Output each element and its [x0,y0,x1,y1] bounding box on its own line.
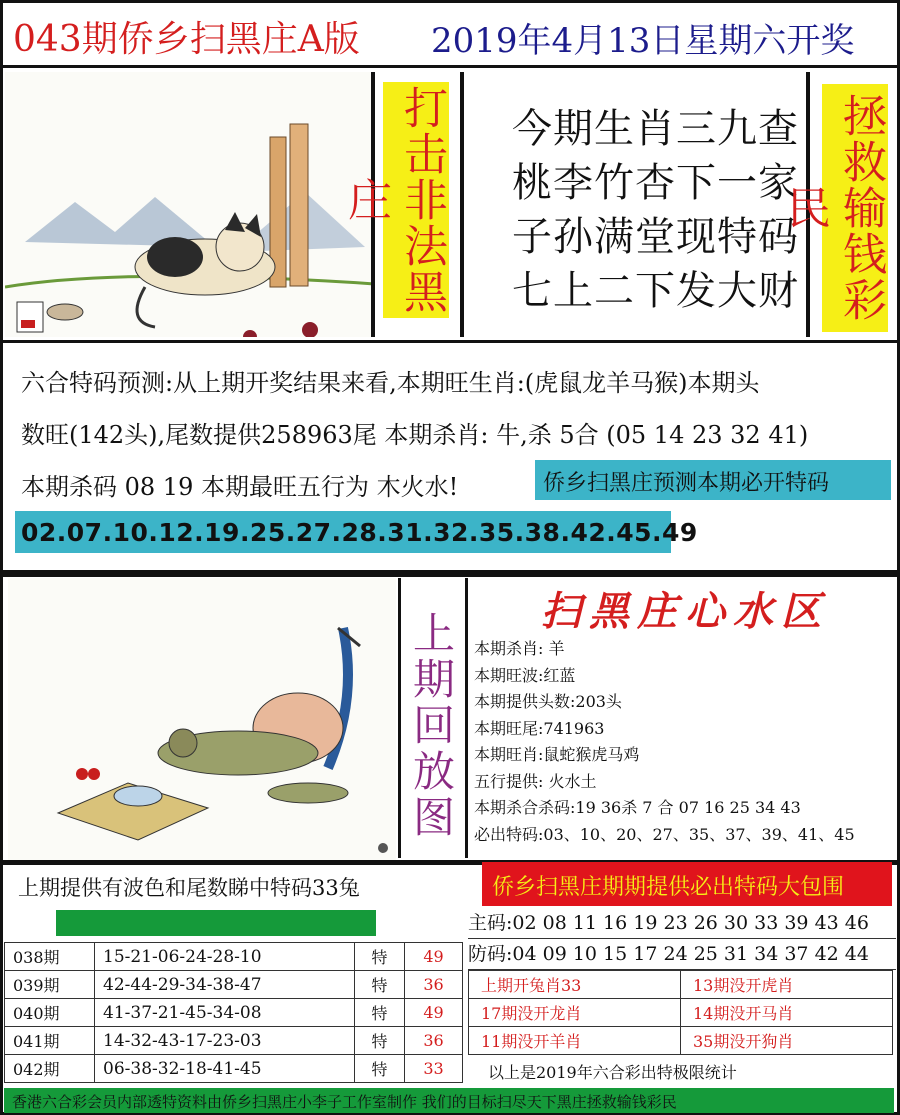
special-number-cell: 49 [405,999,463,1027]
predicted-numbers: 02.07.10.12.19.25.27.28.31.32.35.38.42.45.49 [15,511,671,553]
special-number-cell: 49 [405,943,463,971]
stat-cell: 上期开兔肖33 [469,971,681,999]
banner-gap [378,318,460,340]
stats-table [468,970,893,1055]
draw-cell: 14-32-43-17-23-03 [95,1027,355,1055]
prediction-section [0,343,900,573]
special-label-cell: 特 [355,1055,405,1083]
poem-line: 子孙满堂现特码 [512,214,799,260]
special-label-cell: 特 [355,943,405,971]
stat-cell: 11期没开羊肖 [469,1027,681,1055]
period-cell: 038期 [5,943,95,971]
draw-cell: 15-21-06-24-28-10 [95,943,355,971]
table-row [5,1055,463,1083]
period-cell: 041期 [5,1027,95,1055]
draw-cell: 42-44-29-34-38-47 [95,971,355,999]
period-cell: 039期 [5,971,95,999]
table-row [5,971,463,999]
cat-illustration [5,72,375,337]
draw-cell: 41-37-21-45-34-08 [95,999,355,1027]
green-bar [56,910,376,936]
period-cell: 042期 [5,1055,95,1083]
period-cell: 040期 [5,999,95,1027]
review-item: 本期旺波:红蓝 [474,665,576,685]
special-label-cell: 特 [355,1027,405,1055]
poem-line: 桃李竹杏下一家 [512,160,799,206]
special-number-cell: 36 [405,1027,463,1055]
table-row [469,999,893,1027]
page-title: 043期侨乡扫黑庄A版 [13,19,360,60]
review-item: 本期旺肖:鼠蛇猴虎马鸡 [474,745,640,764]
prediction-line-2: 数旺(142头),尾数提供258963尾 本期杀肖: 牛,杀 5合 (05 14 23 32 41) [21,421,809,449]
codes-box [468,908,896,970]
review-item: 本期杀肖: 羊 [474,639,565,658]
last-period-info: 上期提供有波色和尾数睇中特码33兔 [18,876,360,900]
draw-cell: 06-38-32-18-41-45 [95,1055,355,1083]
poem-box [460,72,810,337]
stat-cell: 35期没开狗肖 [681,1027,893,1055]
stat-cell: 14期没开马肖 [681,999,893,1027]
review-item: 本期旺尾:741963 [474,718,605,738]
main-codes: 主码:02 08 11 16 19 23 26 30 33 39 43 46 [468,908,896,939]
last-period-review-label: 上期回放图 [398,578,468,858]
table-row [5,1027,463,1055]
history-table [4,942,463,1083]
brand-title: 扫黑庄心水区 [541,588,829,635]
prediction-line-3: 本期杀码 08 19 本期最旺五行为 木火水! [21,473,459,501]
left-vertical-banner: 打击非法黑庄 [383,82,449,318]
table-row [5,999,463,1027]
rat-illustration [8,578,396,860]
special-label-cell: 特 [355,999,405,1027]
draw-date: 2019年4月13日星期六开奖 [431,21,855,61]
right-vertical-banner: 拯救输钱彩民 [822,84,888,332]
guard-codes: 防码:04 09 10 15 17 24 25 31 34 37 42 44 [468,939,896,970]
stats-summary: 以上是2019年六合彩出特极限统计 [488,1063,737,1082]
promo-banner: 侨乡扫黑庄期期提供必出特码大包围 [482,862,892,906]
table-row [5,943,463,971]
review-item: 五行提供: 火水土 [474,771,597,791]
review-item: 本期提供头数:203头 [474,692,622,711]
special-label-cell: 特 [355,971,405,999]
table-row [469,971,893,999]
review-info-list [474,636,894,848]
prediction-line-1: 六合特码预测:从上期开奖结果来看,本期旺生肖:(虎鼠龙羊马猴)本期头 [21,369,760,397]
poem-line: 七上二下发大财 [512,268,799,314]
prediction-highlight: 侨乡扫黑庄预测本期必开特码 [535,460,891,500]
stat-cell: 13期没开虎肖 [681,971,893,999]
footer-banner: 香港六合彩会员内部透特资料由侨乡扫黑庄小李子工作室制作 我们的目标扫尽天下黑庄拯救输钱彩民 [4,1088,894,1113]
title-bar [0,0,900,68]
review-item: 必出特码:03、10、20、27、35、37、39、41、45 [474,824,855,844]
stat-cell: 17期没开龙肖 [469,999,681,1027]
special-number-cell: 36 [405,971,463,999]
review-item: 本期杀合杀码:19 36杀 7 合 07 16 25 34 43 [474,798,801,817]
poem-line: 今期生肖三九查 [512,106,799,152]
special-number-cell: 33 [405,1055,463,1083]
table-row [469,1027,893,1055]
